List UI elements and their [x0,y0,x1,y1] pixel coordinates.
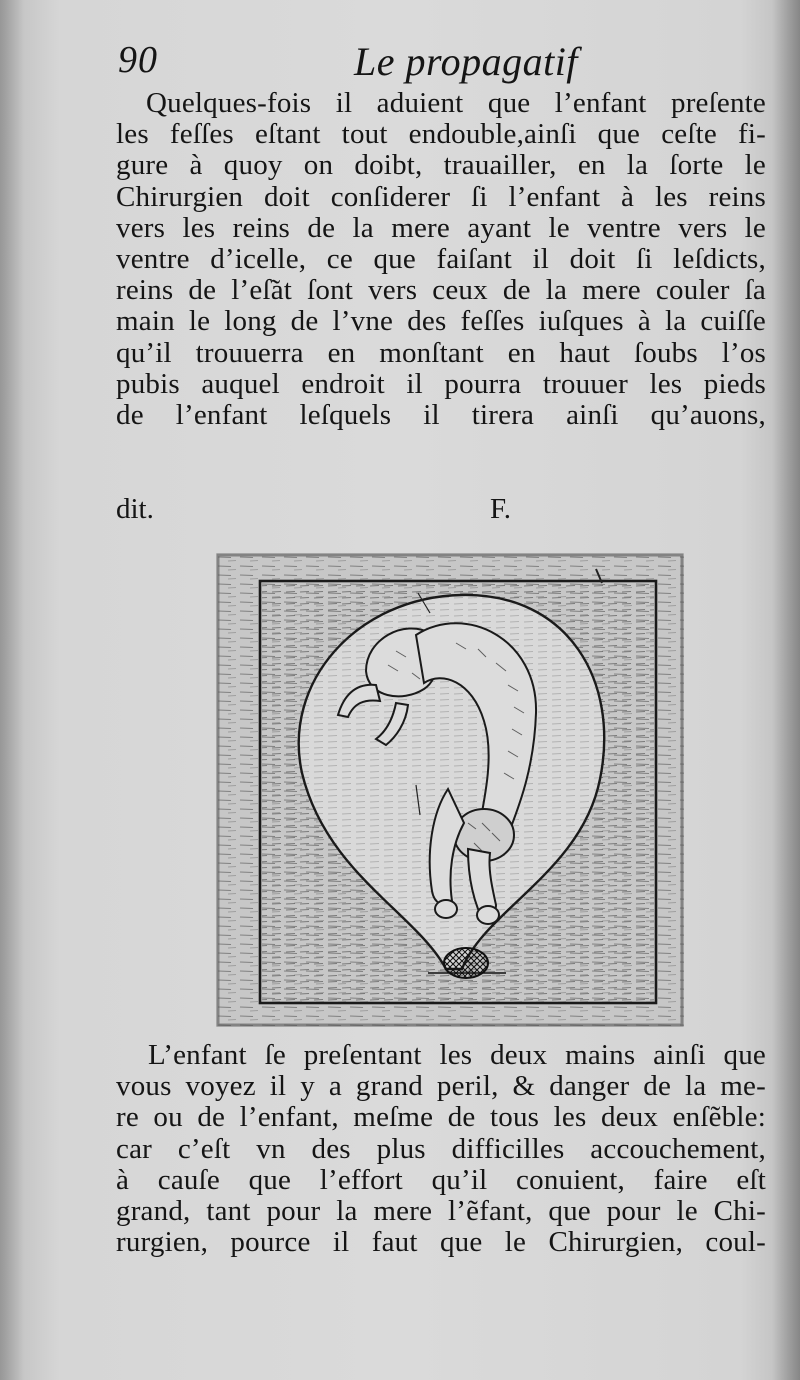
fetus-foot-left [435,900,457,918]
text-line: Chirurgien doit conſiderer ſi l’enfant à les reins [116,180,766,213]
text-line: re ou de l’enfant, meſme de tous les deux enſẽble: [116,1101,766,1134]
page-header [118,38,768,88]
fetus-foot-right [477,906,499,924]
text-line: rurgien, pource il faut que le Chirurgien, coul- [116,1226,766,1259]
text-line: gure à quoy on doibt, trauailler, en la ſorte le [116,149,766,182]
text-line: les feſſes eſtant tout endouble,ainſi que ceſte fi- [116,118,766,151]
text-line: vers les reins de la mere ayant le ventre vers le [116,211,766,244]
figure-letter: F. [490,493,512,525]
paragraph-breech-presentation [116,88,766,431]
text-line: reins de l’eſ̃at ſont vers ceux de la mere couler ſa [116,274,766,307]
text-line: L’enfant ſe preſentant les deux mains ainſi que [148,1039,766,1071]
text-line: qu’il trouuerra en monſtant en haut ſoubs l’os [116,336,766,369]
text-line: de l’enfant leſquels il tirera ainſi qu’auons, [116,398,766,431]
woodcut-svg [216,553,684,1027]
text-line: Quelques-fois il aduient que l’enfant preſente [146,87,766,119]
text-line: grand, tant pour la mere l’ẽfant, que pour le Chi- [116,1194,766,1227]
running-title: Le propagatif [354,39,578,84]
page-number: 90 [118,39,158,81]
text-line: vous voyez il y a grand peril, & danger de la me- [116,1070,766,1103]
final-word: dit. [116,493,154,525]
paragraph-hands-presentation [116,1040,766,1258]
text-line: ventre d’icelle, ce que faiſant il doit ſi leſdicts, [116,242,766,275]
text-line: main le long de l’vne des feſſes iuſques à la cuiſſe [116,305,766,338]
page-edge-shadow [772,0,800,1380]
text-line: à cauſe que l’effort qu’il conuient, faire eſt [116,1163,766,1196]
page-gutter-shadow [0,0,24,1380]
woodcut-illustration [216,553,684,1027]
text-line: pubis auquel endroit il pourra trouuer les pieds [116,367,766,400]
text-line: car c’eſt vn des plus difficilles accouchement, [116,1132,766,1165]
